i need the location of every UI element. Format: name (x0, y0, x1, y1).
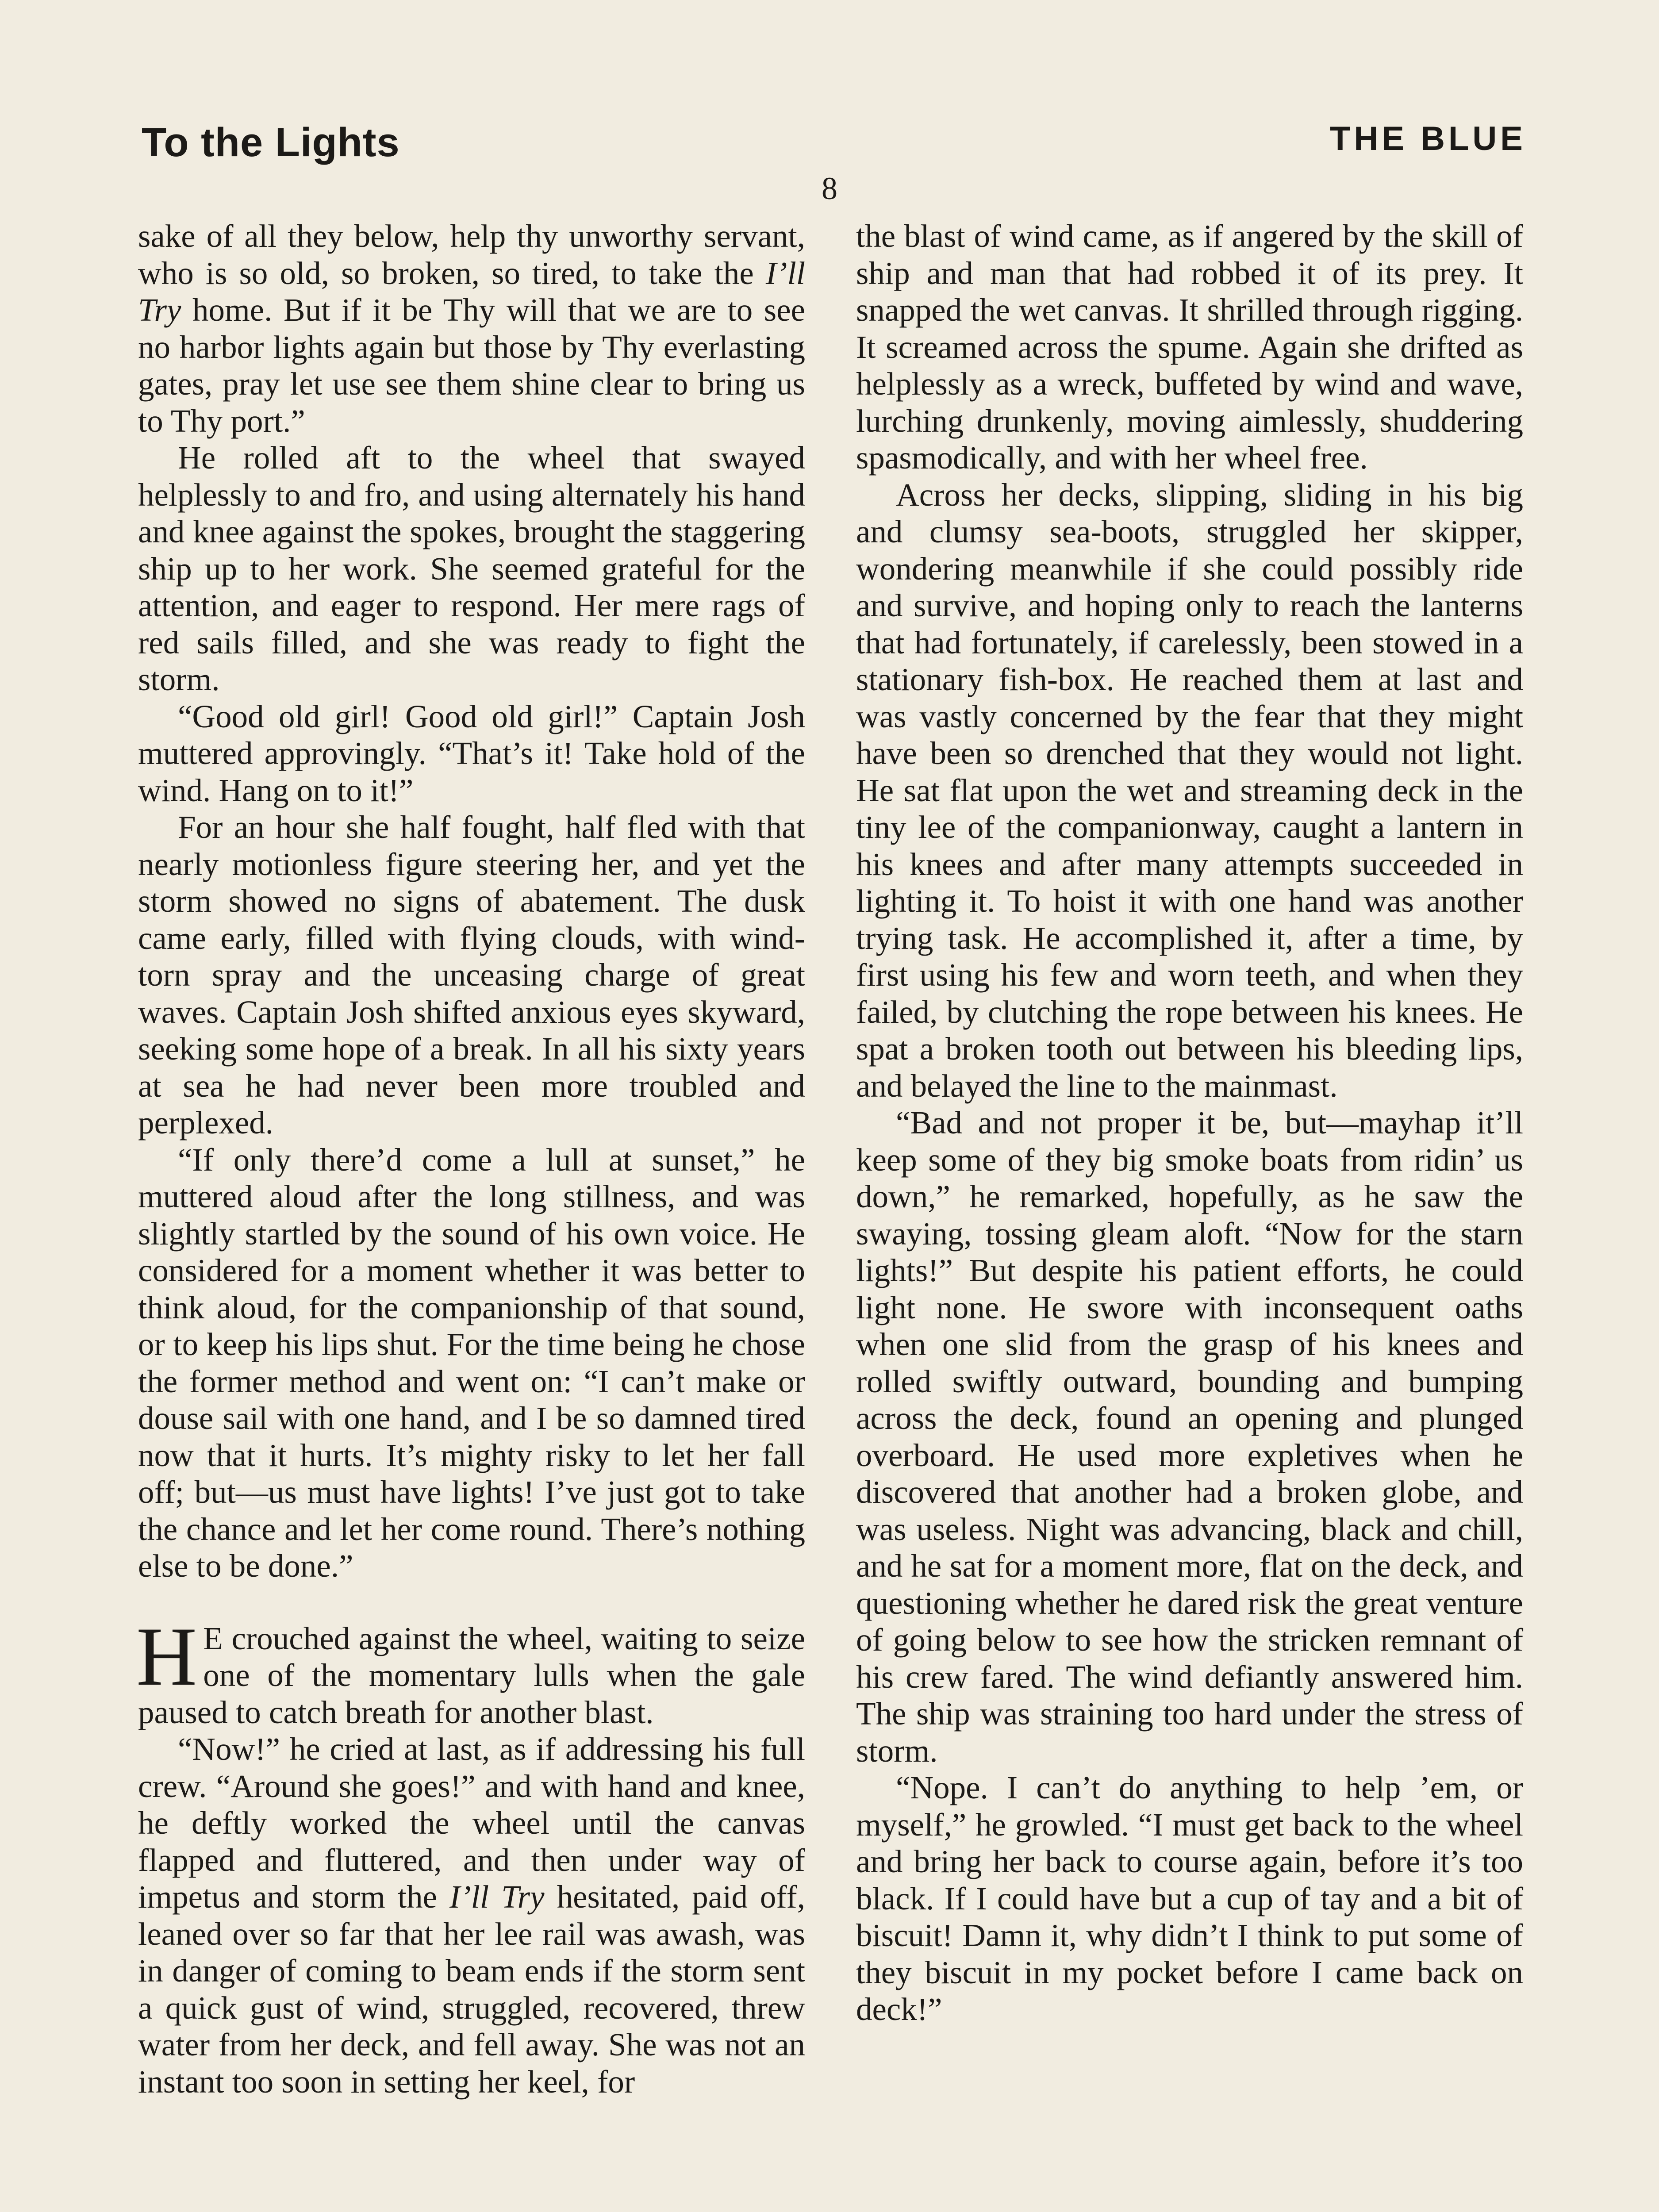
paragraph: “If only there’d come a lull at sunset,” he muttered aloud after the long stillness, and was slightly startled by the sound of his own voice. He considered for a moment whether it was better to think aloud, for the companionship of that sound, or to keep his lips shut. For the time being he chose the former method and went on: “I can’t make or douse sail with one hand, and I be so damned tired now that it hurts. It’s mighty risky to let her fall off; but—us must have lights! I’ve just got to take the chance and let her come round. There’s nothing else to be done.” (138, 1141, 805, 1584)
paragraph: “Now!” he cried at last, as if addressing his full crew. “Around she goes!” and with hand and knee, he deftly worked the wheel until the canvas flapped and fluttered, and then under way of impetus and storm the I’ll Try hesitated, paid off, leaned over so far that her lee rail was awash, was in danger of coming to beam ends if the storm sent a quick gust of wind, struggled, recovered, threw water from her deck, and fell away. She was not an instant too soon in setting her keel, for (138, 1731, 805, 2100)
paragraph: sake of all they below, help thy unworthy servant, who is so old, so broken, so tired, to take the I’ll Try home. But if it be Thy will that we are to see no harbor lights again but those by Thy everlasting gates, pray let use see them shine clear to bring us to Thy port.” (138, 218, 806, 439)
story-title: To the Lights (142, 120, 400, 165)
paragraph: “Good old girl! Good old girl!” Captain Josh muttered approvingly. “That’s it! Take hold of the wind. Hang on to it!” (138, 698, 805, 808)
text-column-left (138, 218, 805, 2100)
drop-cap: H (136, 1610, 197, 1703)
running-head (142, 119, 1526, 177)
magazine-name: THE BLUE (1330, 120, 1526, 157)
paragraph-with-dropcap: H E crouched against the wheel, waiting to seize one of the momentary lulls when the gale paused to catch breath for another blast. (136, 1610, 805, 1730)
paragraph: “Bad and not proper it be, but—mayhap it’ll keep some of they big smoke boats from ridin’ us down,” he remarked, hopefully, as he saw the swaying, tossing gleam aloft. “Now for the starn lights!” But despite his patient efforts, he could light none. He swore with inconsequent oaths when one slid from the grasp of his knees and rolled swiftly outward, bounding and bumping across the deck, found an opening and plunged overboard. He used more expletives when he discovered that another had a broken globe, and was useless. Night was advancing, black and chill, and he sat for a moment more, flat on the deck, and questioning whether he dared risk the great venture of going below to see how the stricken remnant of his crew fared. The wind defiantly answered him. The ship was straining too hard under the stress of storm. (856, 1105, 1523, 1769)
paragraph: He rolled aft to the wheel that swayed helplessly to and fro, and using alternately his hand and knee against the spokes, brought the staggering ship up to her work. She seemed grateful for the attention, and eager to respond. Her mere rags of red sails filled, and she was ready to fight the storm. (138, 440, 805, 697)
paragraph: Across her decks, slipping, sliding in his big and clumsy sea-boots, struggled her skipper, wondering meanwhile if she could possibly ride and survive, and hoping only to reach the lanterns that had fortunately, if carelessly, been stowed in a stationary fish-box. He reached them at last and was vastly concerned by the fear that they might have been so drenched that they would not light. He sat flat upon the wet and streaming deck in the tiny lee of the companionway, caught a lantern in his knees and after many attempts succeeded in lighting it. To hoist it with one hand was another trying task. He accomplished it, after a time, by first using his few and worn teeth, and when they failed, by clutching the rope between his knees. He spat a broken tooth out between his bleeding lips, and belayed the line to the mainmast. (856, 476, 1523, 1104)
page-number: 8 (822, 171, 837, 206)
paragraph: For an hour she half fought, half fled with that nearly motionless figure steering her, and yet the storm showed no signs of abatement. The dusk came early, filled with flying clouds, with wind-torn spray and the unceasing charge of great waves. Captain Josh shifted anxious eyes skyward, seeking some hope of a break. In all his sixty years at sea he had never been more troubled and perplexed. (138, 809, 805, 1141)
text-column-right (856, 218, 1523, 2028)
paragraph: “Nope. I can’t do anything to help ’em, or myself,” he growled. “I must get back to the wheel and bring her back to course again, before it’s too black. If I could have but a cup of tay and a bit of biscuit! Damn it, why didn’t I think to put some of they biscuit in my pocket before I came back on deck!” (856, 1770, 1523, 2027)
paragraph: the blast of wind came, as if angered by the skill of ship and man that had robbed it of its prey. It snapped the wet canvas. It shrilled through rigging. It screamed across the spume. Again she drifted as helplessly as a wreck, buffeted by wind and wave, lurching drunkenly, moving aimlessly, shuddering spasmodically, and with her wheel free. (856, 218, 1523, 476)
